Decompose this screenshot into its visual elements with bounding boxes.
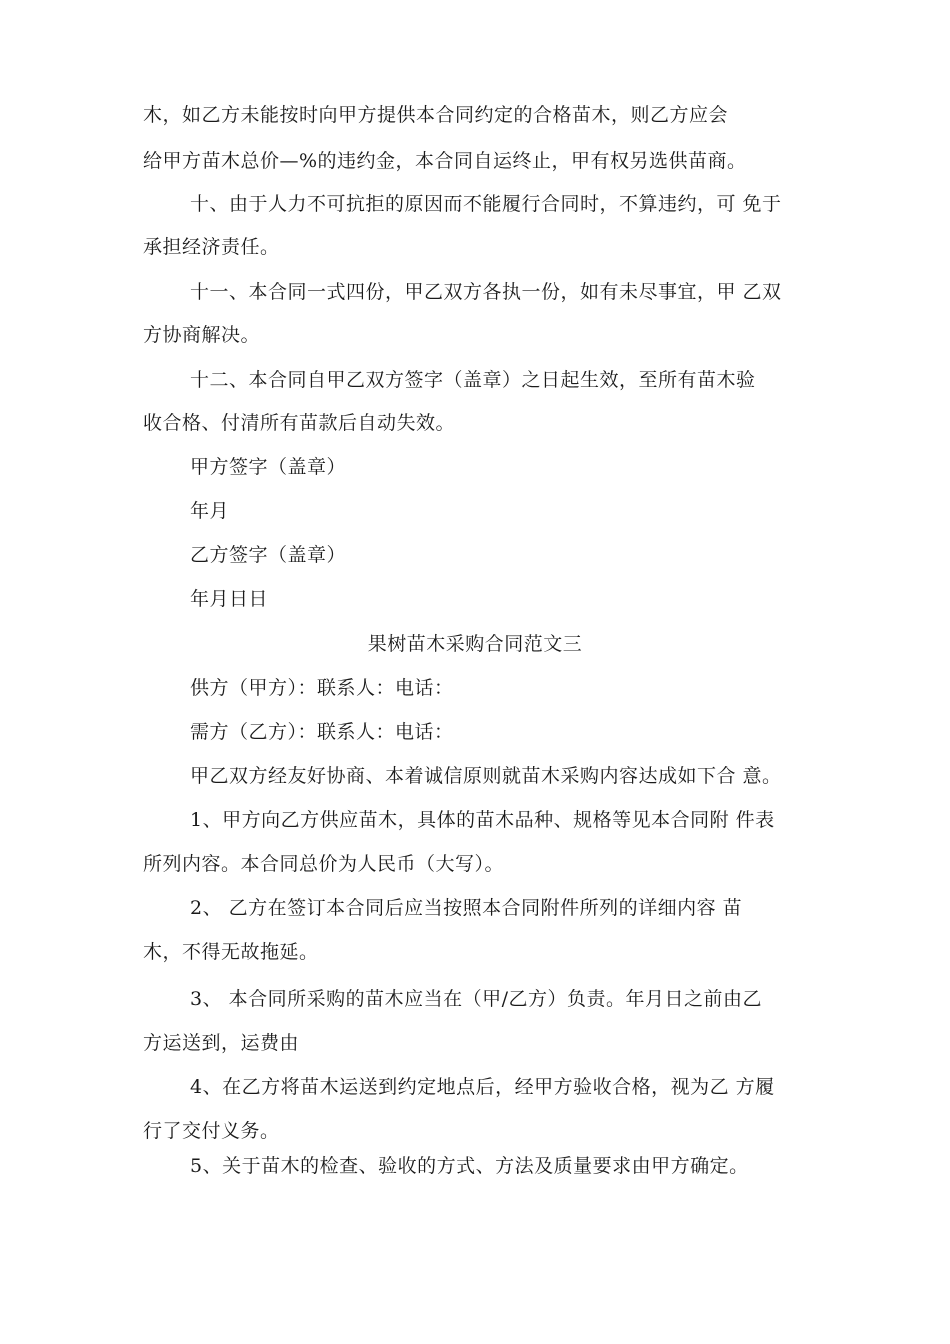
clause-10-line: 十、由于人力不可抗拒的原因而不能履行合同时，不算违约，可 免于: [190, 193, 782, 215]
clause-2-line: 2、 乙方在签订本合同后应当按照本合同附件所列的详细内容 苗: [190, 897, 743, 919]
clause-5-line: 5、关于苗木的检查、验收的方式、方法及质量要求由甲方确定。: [190, 1155, 749, 1177]
text-line: 给甲方苗木总价—%的违约金，本合同自运终止，甲有权另选供苗商。: [143, 150, 747, 172]
date-line: 年月: [190, 500, 230, 522]
text-line: 收合格、付清所有苗款后自动失效。: [143, 412, 456, 434]
clause-1-line: 1、甲方向乙方供应苗木，具体的苗木品种、规格等见本合同附 件表: [190, 809, 775, 831]
clause-11-line: 十一、本合同一式四份，甲乙双方各执一份，如有未尽事宜，甲 乙双: [190, 281, 782, 303]
text-line: 所列内容。本合同总价为人民币（大写）。: [143, 853, 505, 875]
clause-4-line: 4、在乙方将苗木运送到约定地点后，经甲方验收合格，视为乙 方履: [190, 1076, 775, 1098]
clause-3-line: 3、 本合同所采购的苗木应当在（甲/乙方）负责。年月日之前由乙: [190, 988, 763, 1010]
text-line: 行了交付义务。: [143, 1120, 280, 1142]
party-a-signature: 甲方签字（盖章）: [190, 456, 347, 478]
clause-12-line: 十二、本合同自甲乙双方签字（盖章）之日起生效，至所有苗木验: [190, 369, 756, 391]
date-line: 年月日日: [190, 588, 269, 610]
supplier-line: 供方（甲方）：联系人：电话：: [190, 677, 454, 699]
text-line: 方运送到，运费由: [143, 1032, 300, 1054]
section-title: 果树苗木采购合同范文三: [367, 633, 583, 655]
buyer-line: 需方（乙方）：联系人：电话：: [190, 721, 454, 743]
text-line: 木，不得无故拖延。: [143, 941, 319, 963]
party-b-signature: 乙方签字（盖章）: [190, 544, 347, 566]
preamble-line: 甲乙双方经友好协商、本着诚信原则就苗木采购内容达成如下合 意。: [190, 765, 782, 787]
text-line: 承担经济责任。: [143, 236, 280, 258]
text-line: 方协商解决。: [143, 324, 261, 346]
text-line: 木，如乙方未能按时向甲方提供本合同约定的合格苗木，则乙方应会: [143, 104, 729, 126]
